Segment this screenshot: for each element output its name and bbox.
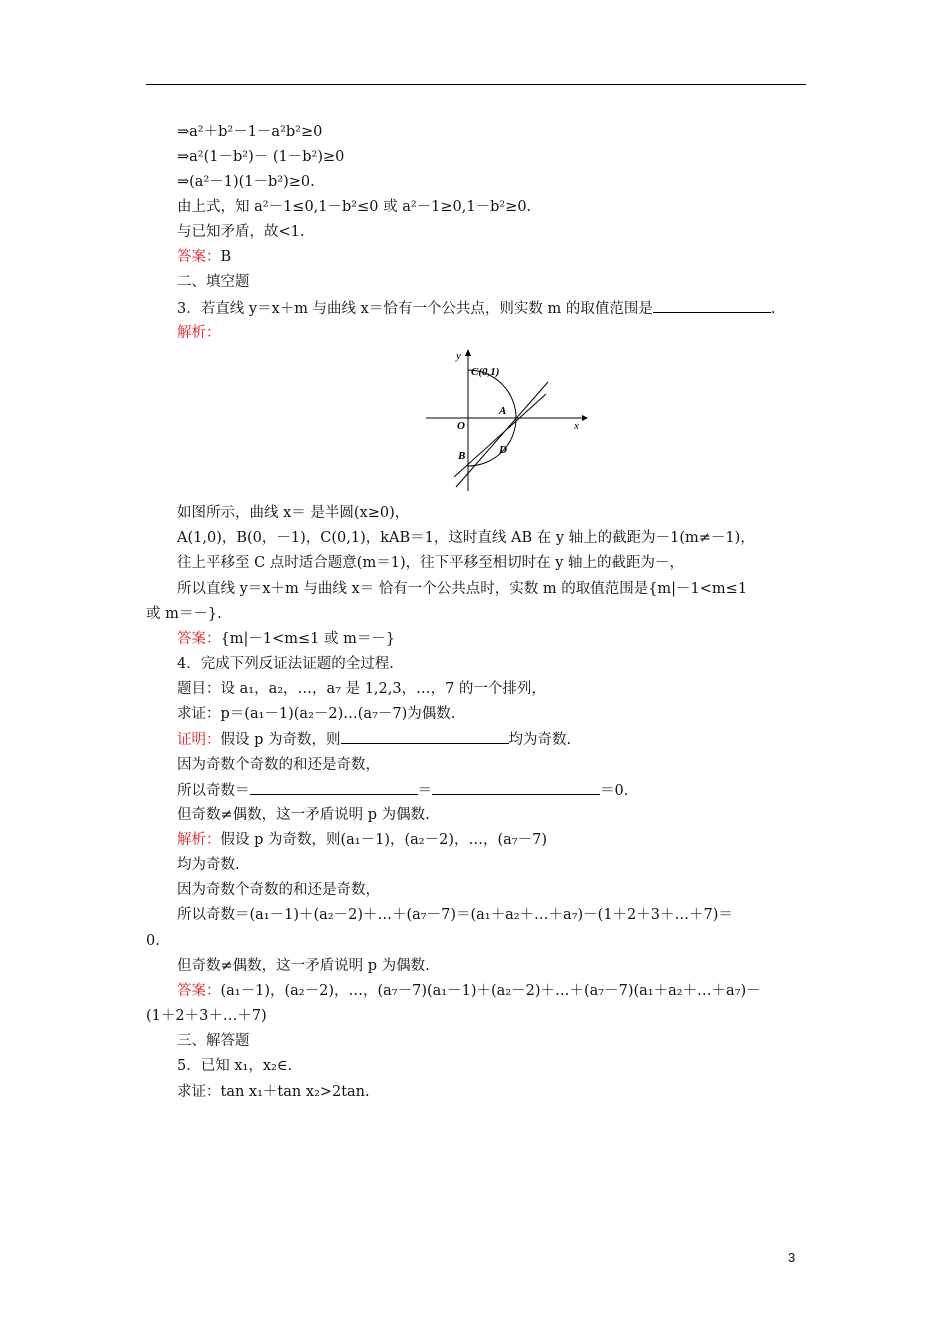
answer-text: (a₁－1)，(a₂－2)，…，(a₇－7)(a₁－1)＋(a₂－2)＋…＋(a₇－7)(a₁＋a₂＋…＋a₇)－: [220, 983, 761, 999]
semicircle-figure: [420, 345, 590, 495]
y-arrow-icon: [465, 349, 471, 356]
text-line: 由上式，知 a²－1≤0,1－b²≤0 或 a²－1≥0,1－b²≥0.: [177, 199, 532, 215]
page-number: 3: [788, 1250, 796, 1265]
text-line: 求证：p＝(a₁－1)(a₂－2)…(a₇－7)为偶数.: [177, 706, 456, 722]
question-5: 5．已知 x₁，x₂∈.: [177, 1058, 293, 1074]
answer-label: 答案：: [177, 249, 221, 265]
section-heading: 三、解答题: [177, 1033, 250, 1049]
origin-label: O: [457, 420, 465, 432]
text-line: 往上平移至 C 点时适合题意(m＝1)，往下平移至相切时在 y 轴上的截距为－，: [177, 555, 685, 571]
text-line: 但奇数≠偶数，这一矛盾说明 p 为偶数.: [177, 807, 430, 823]
text-line: 所以直线 y＝x＋m 与曲线 x＝ 恰有一个公共点时，实数 m 的取值范围是{m|－1<m≤1: [177, 581, 748, 597]
text: ＝0.: [600, 783, 629, 799]
text-line: 所以奇数＝(a₁－1)＋(a₂－2)＋…＋(a₇－7)＝(a₁＋a₂＋…＋a₇)－(1＋2＋3＋…＋7)＝: [177, 907, 733, 923]
text-line: 因为奇数个奇数的和还是奇数，: [177, 757, 380, 773]
blank-line: 所以奇数＝ ＝ ＝0.: [177, 780, 628, 801]
answer-line: [177, 247, 231, 267]
text-line: 0.: [146, 933, 160, 949]
text-line: ⇒(a²－1)(1－b²)≥0.: [177, 174, 315, 190]
proof-label: 证明：: [177, 732, 221, 748]
answer-blank: [432, 780, 600, 795]
answer-blank: [341, 729, 509, 744]
question-3: 3．若直线 y＝x＋m 与曲线 x＝恰有一个公共点，则实数 m 的取值范围是 .: [177, 298, 775, 319]
text-line: 因为奇数个奇数的和还是奇数，: [177, 882, 380, 898]
analysis-label: 解析：: [177, 832, 221, 848]
y-axis-label: y: [456, 350, 461, 362]
answer-blank: [250, 780, 418, 795]
proof-text: 均为奇数.: [508, 732, 572, 748]
point-b-label: B: [458, 450, 466, 462]
proof-line: [177, 729, 571, 750]
analysis-label: 解析：: [177, 325, 221, 341]
analysis-line: [177, 830, 547, 850]
analysis-line: [177, 323, 221, 343]
text-line: (1＋2＋3＋…＋7): [146, 1008, 267, 1024]
answer-line: [177, 981, 761, 1001]
proof-text: 假设 p 为奇数，则: [220, 732, 341, 748]
answer-line: [177, 629, 395, 649]
text-line: A(1,0)，B(0，－1)，C(0,1)，kAB＝1，这时直线 AB 在 y 轴上的截距为－1(m≠－1)，: [177, 530, 755, 546]
section-heading: 二、填空题: [177, 274, 250, 290]
answer-blank: [653, 298, 771, 313]
text-line: 均为奇数.: [177, 857, 240, 873]
x-arrow-icon: [582, 415, 588, 421]
text-line: 如图所示，曲线 x＝ 是半圆(x≥0)，: [177, 505, 410, 521]
x-axis-label: x: [574, 420, 579, 432]
text: 所以奇数＝: [177, 783, 250, 799]
question-text: 3．若直线 y＝x＋m 与曲线 x＝恰有一个公共点，则实数 m 的取值范围是: [177, 301, 653, 317]
header-rule: [146, 84, 806, 85]
analysis-text: 假设 p 为奇数，则(a₁－1)，(a₂－2)，…，(a₇－7): [220, 832, 547, 848]
text-line: 或 m＝－}.: [146, 606, 222, 622]
text-line: 但奇数≠偶数，这一矛盾说明 p 为偶数.: [177, 958, 430, 974]
text-line: 题目：设 a₁，a₂，…，a₇ 是 1,2,3，…，7 的一个排列，: [177, 681, 546, 697]
point-c-label: C(0,1): [471, 366, 500, 378]
point-a-label: A: [499, 405, 507, 417]
text-line: 求证：tan x₁＋tan x₂>2tan.: [177, 1084, 370, 1100]
answer-label: 答案：: [177, 631, 221, 647]
answer-text: {m|－1<m≤1 或 m＝－}: [220, 631, 396, 647]
text-line: ⇒a²＋b²－1－a²b²≥0: [177, 124, 323, 140]
answer-text: B: [220, 249, 232, 265]
answer-label: 答案：: [177, 983, 221, 999]
point-d-label: D: [499, 444, 507, 456]
text-line: 与已知矛盾，故<1.: [177, 224, 305, 240]
text-line: ⇒a²(1－b²)－ (1－b²)≥0: [177, 149, 345, 165]
question-4: 4．完成下列反证法证题的全过程.: [177, 656, 394, 672]
